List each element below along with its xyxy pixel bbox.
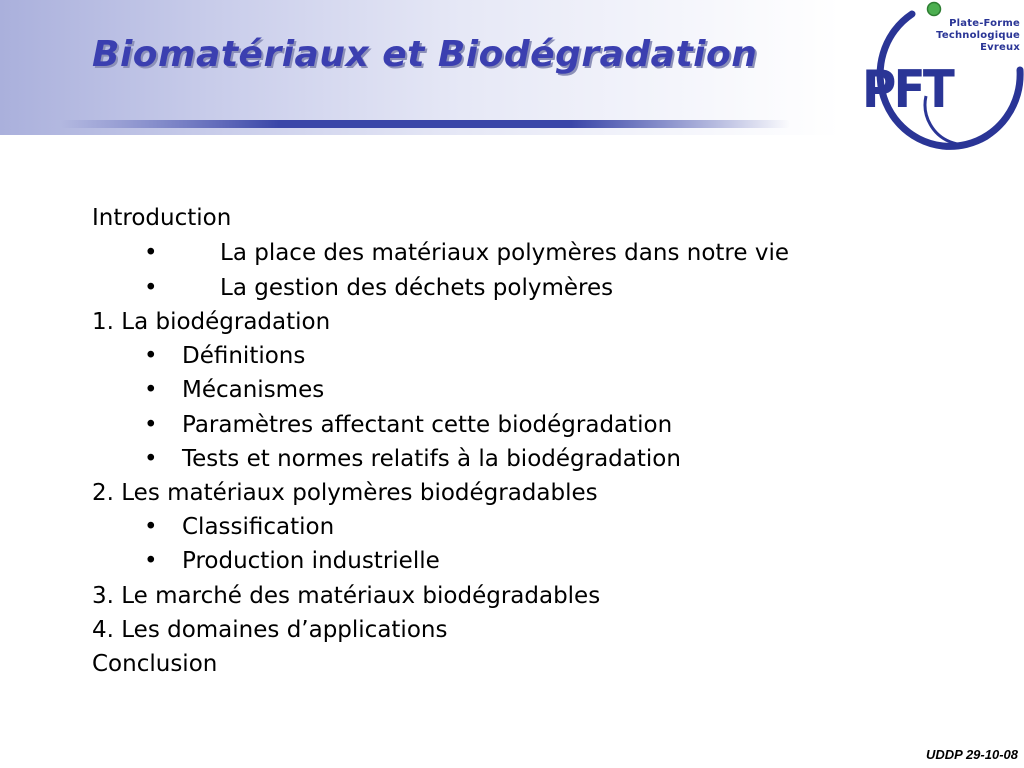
list-item-text: Production industrielle [182,548,440,574]
outline-conclusion: Conclusion [92,651,218,677]
outline-section-2: 2. Les matériaux polymères biodégradables [92,480,598,506]
list-item-text: Tests et normes relatifs à la biodégradation [182,446,681,472]
list-item-text: La place des matériaux polymères dans notre vie [220,240,789,266]
bullet: • [144,240,158,266]
logo-line-3: Evreux [980,42,1020,53]
list-item-text: Mécanismes [182,377,325,403]
slide-title: Biomatériaux et Biodégradation [92,34,758,75]
bullet: • [144,514,158,540]
bullet: • [144,377,158,403]
bullet: • [144,548,158,574]
logo-line-1: Plate-Forme [949,18,1020,29]
list-item-text: La gestion des déchets polymères [220,275,614,301]
pft-logo [842,0,1024,165]
bullet: • [144,412,158,438]
logo-brand-text [912,18,1020,54]
list-item-text: Définitions [182,343,306,369]
logo-line-2: Technologique [936,30,1020,41]
bullet: • [144,275,158,301]
title-underline [60,120,790,128]
list-item-text: Classification [182,514,335,540]
logo-monogram: PFT [862,60,953,120]
outline-intro: Introduction [92,205,232,231]
list-item-text: Paramètres affectant cette biodégradation [182,412,673,438]
outline-section-4: 4. Les domaines d’applications [92,617,448,643]
outline-section-3: 3. Le marché des matériaux biodégradables [92,583,601,609]
bullet: • [144,446,158,472]
bullet: • [144,343,158,369]
footer-date: UDDP 29-10-08 [925,747,1018,762]
outline-section-1: 1. La biodégradation [92,309,331,335]
